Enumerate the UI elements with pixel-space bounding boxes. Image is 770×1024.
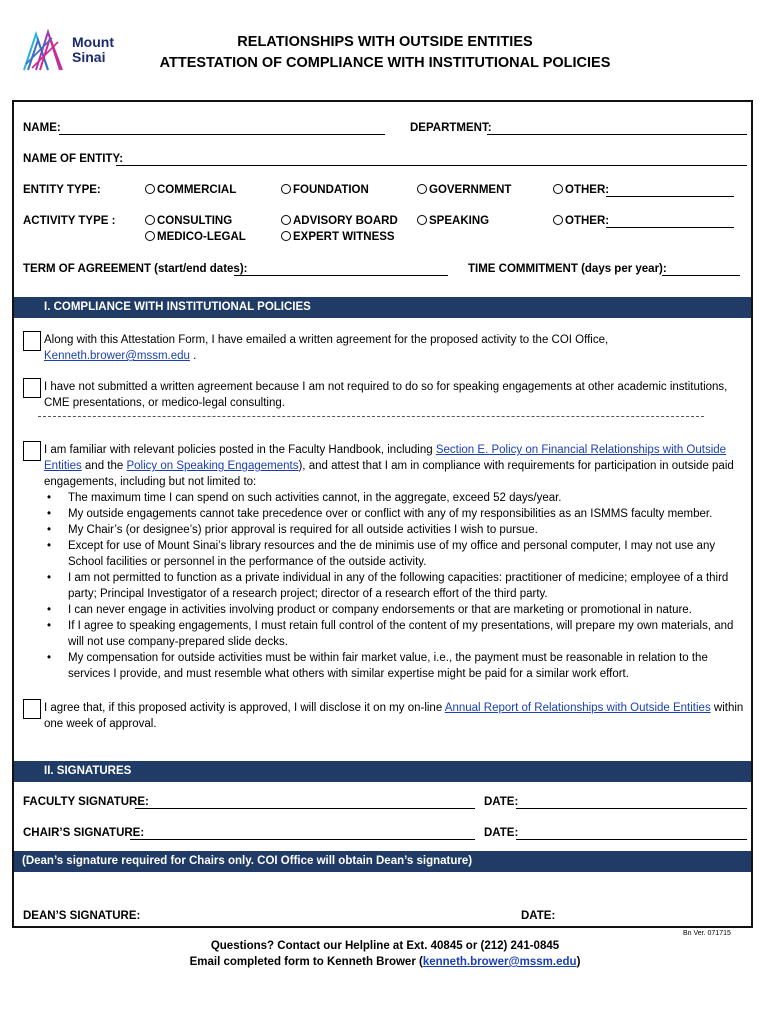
option-label: EXPERT WITNESS [293,231,395,243]
footer-email-end: ) [576,956,581,968]
dean-note-bar: (Dean’s signature required for Chairs only. COI Office will obtain Dean’s signature) [14,851,751,872]
footer-helpline: Questions? Contact our Helpline at Ext. 40845 or (212) 241-0845 [210,940,560,952]
option-label: MEDICO-LEGAL [157,231,246,243]
radio-icon[interactable] [281,184,291,194]
activity-type-speaking[interactable] [417,215,489,227]
faculty-signature-label: FACULTY SIGNATURE: [23,796,149,808]
faculty-signature-field[interactable] [135,808,475,809]
divider-dashed [38,416,704,417]
entity-type-other-field[interactable] [606,196,734,197]
list-item: • I am not permitted to function as a private individual in any of the following capacities: practitioner of medicine; employee of a third party; Principal Investigator of a research project; director of a research effort of the third party. [44,570,744,602]
version-label: Bn Ver. 071715 [683,930,731,937]
footer-email [120,954,650,970]
item3-text-a: I am familiar with relevant policies posted in the Faculty Handbook, including [44,444,436,456]
activity-type-expert-witness[interactable] [281,231,395,243]
list-item: • My compensation for outside activities must be within fair market value, i.e., the payment must be reasonable in relation to the services I provide, and must resemble what others with similar expertise might be paid for a similar work effort. [44,650,744,682]
radio-icon[interactable] [145,184,155,194]
time-commitment-field[interactable] [662,275,740,276]
option-label: GOVERNMENT [429,184,512,196]
entity-type-other[interactable] [553,184,609,196]
entity-type-government[interactable] [417,184,511,196]
footer-email-text: Email completed form to Kenneth Brower ( [189,956,423,968]
logo-mark-icon [22,26,70,72]
attest-item-4 [44,700,744,732]
list-item: • If I agree to speaking engagements, I must retain full control of the content of my presentations, will prepare my own materials, and will not use company-prepared slide decks. [44,618,744,650]
name-label: NAME: [23,122,61,134]
activity-type-advisory-board[interactable] [281,215,398,227]
item1-text: Along with this Attestation Form, I have emailed a written agreement for the proposed activity to the COI Office, [44,334,609,346]
radio-icon[interactable] [553,215,563,225]
term-label: TERM OF AGREEMENT (start/end dates): [23,263,248,275]
list-item: • I can never engage in activities involving product or company endorsements or that are marketing or promotional in nature. [44,602,744,618]
option-label: COMMERCIAL [157,184,237,196]
section1-header: I. COMPLIANCE WITH INSTITUTIONAL POLICIES [14,297,751,318]
option-label: OTHER: [565,184,610,196]
chair-date-label: DATE: [484,827,519,839]
policy-speaking-link[interactable]: Policy on Speaking Engagements [126,460,299,472]
chair-date-field[interactable] [516,839,747,840]
entity-name-label: NAME OF ENTITY: [23,153,124,165]
faculty-date-field[interactable] [516,808,747,809]
radio-icon[interactable] [553,184,563,194]
list-item: • The maximum time I can spend on such activities cannot, in the aggregate, exceed 52 days/year. [44,490,744,506]
radio-icon[interactable] [417,184,427,194]
mount-sinai-logo [22,26,132,74]
chair-signature-field[interactable] [130,839,475,840]
item3-text-c: ), and attest that I am in compliance with requirements for participation in outside paid engagements, including but not limited to: [44,460,734,488]
radio-icon[interactable] [417,215,427,225]
attest-checkbox-1[interactable] [23,331,41,351]
attest-checkbox-3[interactable] [23,441,41,461]
attest-checkbox-4[interactable] [23,699,41,719]
radio-icon[interactable] [281,231,291,241]
logo-line2: Sinai [72,49,106,65]
list-item: • Except for use of Mount Sinai’s library resources and the de minimis use of my office and personal computer, I may not use any School facilities or personnel in the performance of the outside activity. [44,538,744,570]
term-field[interactable] [234,275,448,276]
radio-icon[interactable] [281,215,291,225]
title-line1: RELATIONSHIPS WITH OUTSIDE ENTITIES [237,34,533,50]
dean-date-label: DATE: [521,910,556,922]
entity-type-commercial[interactable] [145,184,236,196]
attest-item-3 [44,442,744,682]
item4-text-b: within one week of approval. [44,702,744,730]
attest-item-2: I have not submitted a written agreement because I am not required to do so for speaking engagements at other academic institutions, CME presentations, or medico-legal consulting. [44,381,728,409]
dean-signature-label: DEAN’S SIGNATURE: [23,910,141,922]
option-label: OTHER: [565,215,610,227]
coi-email-link[interactable]: Kenneth.brower@mssm.edu [44,350,190,362]
name-field[interactable] [59,134,385,135]
attest-checkbox-2[interactable] [23,378,41,398]
option-label: CONSULTING [157,215,233,227]
title-line2: ATTESTATION OF COMPLIANCE WITH INSTITUTIONAL POLICIES [159,55,611,71]
activity-type-other[interactable] [553,215,609,227]
policy-financial-link[interactable]: Section E. Policy on Financial Relationships with Outside Entities [44,444,727,472]
option-label: SPEAKING [429,215,490,227]
requirements-list [44,490,744,682]
attest-item-1 [44,332,744,364]
activity-type-consulting[interactable] [145,215,232,227]
department-label: DEPARTMENT: [410,122,492,134]
item3-text-b: and the [81,460,127,472]
logo-wordmark [72,35,114,65]
list-item: • My outside engagements cannot take precedence over or conflict with any of my responsibilities as an ISMMS faculty member. [44,506,744,522]
item4-text-a: I agree that, if this proposed activity is approved, I will disclose it on my on-line [44,702,445,714]
option-label: ADVISORY BOARD [293,215,398,227]
option-label: FOUNDATION [293,184,369,196]
item1-end: . [189,350,197,362]
radio-icon[interactable] [145,231,155,241]
entity-type-foundation[interactable] [281,184,369,196]
list-item: • My Chair’s (or designee’s) prior approval is required for all outside activities I wish to pursue. [44,522,744,538]
section2-header: II. SIGNATURES [14,761,751,782]
chair-signature-label: CHAIR’S SIGNATURE: [23,827,145,839]
activity-type-other-field[interactable] [606,227,734,228]
footer-email-link[interactable]: kenneth.brower@mssm.edu [422,956,577,968]
entity-type-label: ENTITY TYPE: [23,184,101,196]
annual-report-link[interactable]: Annual Report of Relationships with Outside Entities [444,702,711,714]
activity-type-medico-legal[interactable] [145,231,246,243]
logo-line1: Mount [72,34,114,50]
radio-icon[interactable] [145,215,155,225]
activity-type-label: ACTIVITY TYPE : [23,215,116,227]
faculty-date-label: DATE: [484,796,519,808]
time-commitment-label: TIME COMMITMENT (days per year): [468,263,667,275]
department-field[interactable] [487,134,747,135]
entity-name-field[interactable] [116,165,747,166]
